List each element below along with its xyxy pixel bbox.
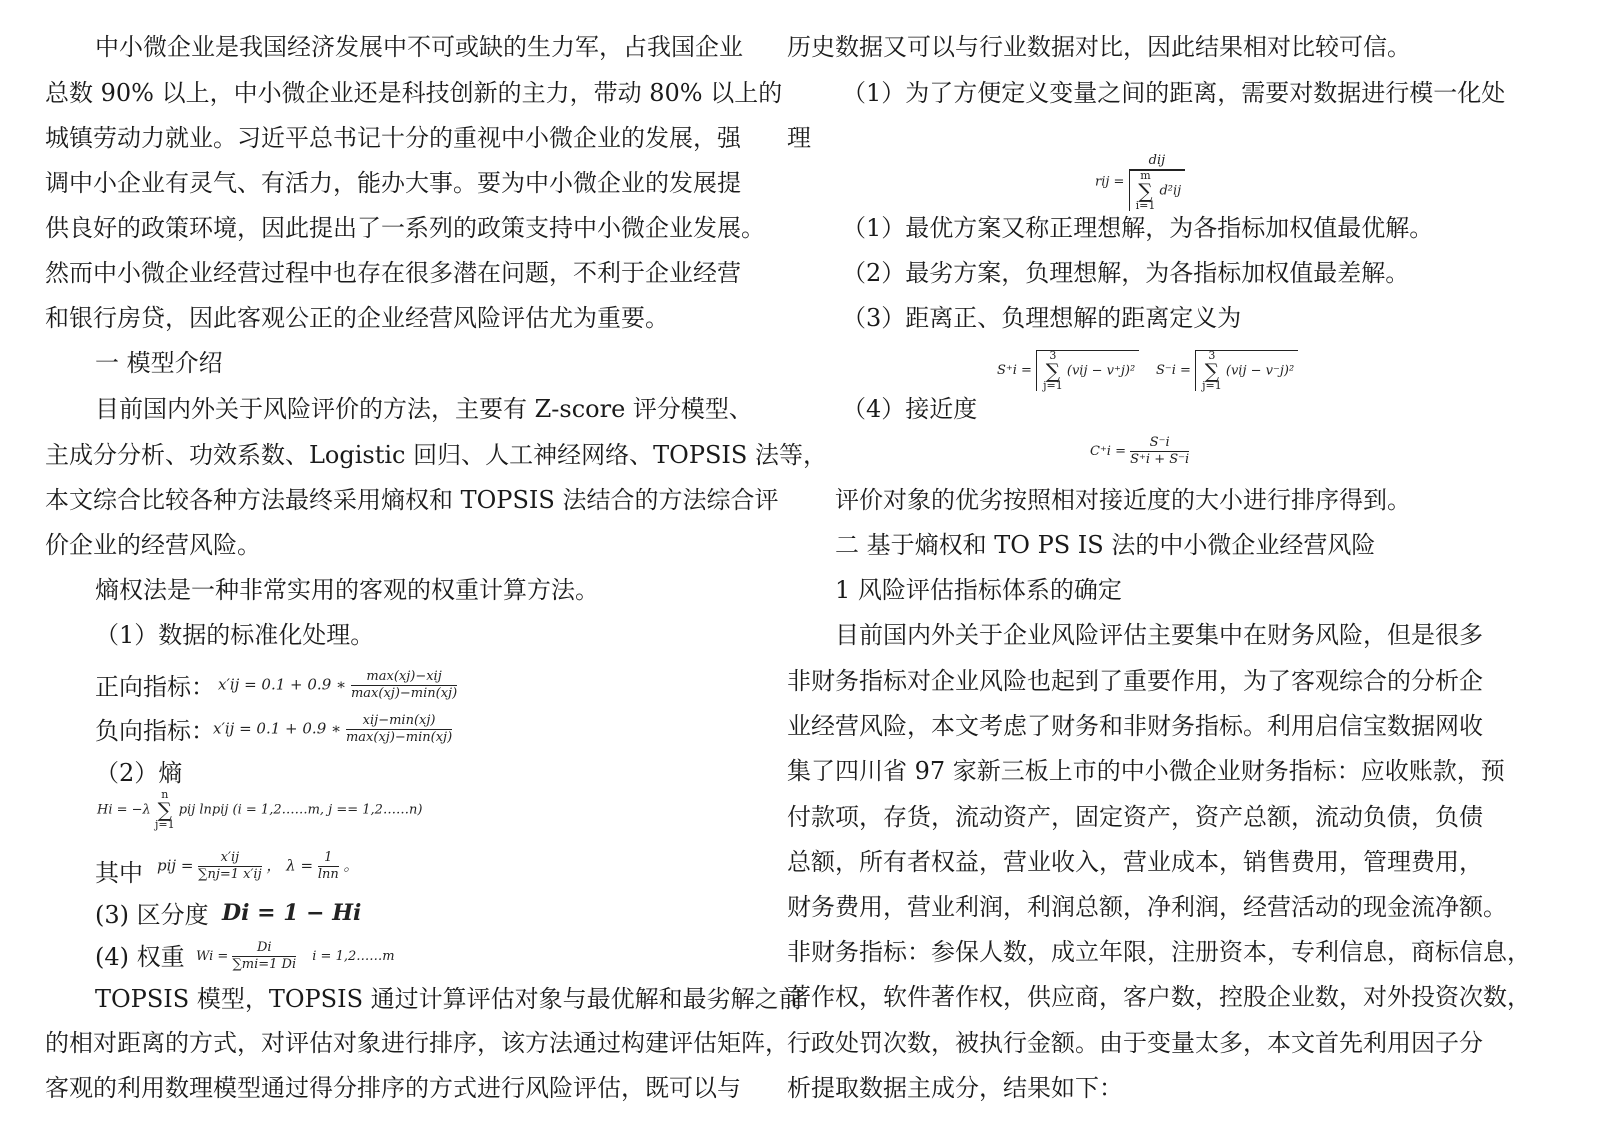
paragraph-line: 理 <box>787 124 811 152</box>
subsection-heading: 1 风险评估指标体系的确定 <box>835 576 1122 604</box>
paragraph-line: 然而中小微企业经营过程中也存在很多潜在问题，不利于企业经营 <box>45 259 741 287</box>
step-label: (3) 区分度 <box>95 901 209 929</box>
paragraph-line: 总额，所有者权益，营业收入，营业成本，销售费用，管理费用， <box>787 848 1483 876</box>
weight-formula: Wi = $\frac{Di}{\sum mi=1 Di}$ i = 1,2……m <box>196 940 395 972</box>
p-lambda-formula: pij = $\frac{x'ij}{\sum nj=1 x'ij}$ ， λ = $\frac{1}{\ln n}$ 。 <box>157 850 359 882</box>
closeness-formula: C⁺i = $\frac{S^-i}{S^+i + S^-i}$ <box>1090 435 1190 467</box>
normalization-formula: rij = dij m ∑ i=1 d²ij <box>1095 153 1185 211</box>
paragraph-line: 付款项，存货，流动资产，固定资产，资产总额，流动负债，负债 <box>787 803 1483 831</box>
section-heading: 一 模型介绍 <box>95 349 223 377</box>
paragraph-line: 评价对象的优劣按照相对接近度的大小进行排序得到。 <box>835 486 1411 514</box>
paragraph-line: 非财务指标：参保人数，成立年限，注册资本，专利信息，商标信息， <box>787 938 1531 966</box>
step-label: （2）熵 <box>95 759 183 787</box>
paragraph-line: 行政处罚次数，被执行金额。由于变量太多，本文首先利用因子分 <box>787 1029 1483 1057</box>
paragraph-line: 著作权，软件著作权，供应商，客户数，控股企业数，对外投资次数， <box>787 983 1531 1011</box>
step-label: （4）接近度 <box>842 395 978 423</box>
paragraph-line: 的相对距离的方式，对评估对象进行排序，该方法通过构建评估矩阵， <box>45 1029 789 1057</box>
positive-distance-formula: S⁺i = 3 ∑ j=1 (vij − v⁺j)² <box>997 350 1139 391</box>
paragraph-line: 客观的利用数理模型通过得分排序的方式进行风险评估，既可以与 <box>45 1074 741 1102</box>
paragraph-line: 历史数据又可以与行业数据对比，因此结果相对比较可信。 <box>787 33 1411 61</box>
paragraph-line: 熵权法是一种非常实用的客观的权重计算方法。 <box>95 576 599 604</box>
paragraph-line: 价企业的经营风险。 <box>45 531 261 559</box>
paragraph-line: 目前国内外关于风险评价的方法，主要有 Z-score 评分模型、 <box>95 395 753 423</box>
negative-indicator-label: 负向指标： <box>95 717 215 745</box>
step-label: （2）最劣方案，负理想解，为各指标加权值最差解。 <box>842 259 1410 287</box>
negative-indicator-formula: x′ij = 0.1 + 0.9 ∗ $\frac{\text{xij−min(xj)}}{\max(xj)-\min(xj)}$ <box>213 713 453 745</box>
paragraph-line: 业经营风险，本文考虑了财务和非财务指标。利用启信宝数据网收 <box>787 712 1483 740</box>
paragraph-line: 调中小企业有灵气、有活力，能办大事。要为中小微企业的发展提 <box>45 169 741 197</box>
paragraph-line: 城镇劳动力就业。习近平总书记十分的重视中小微企业的发展，强 <box>45 124 741 152</box>
paragraph-line: 本文综合比较各种方法最终采用熵权和 TOPSIS 法结合的方法综合评 <box>45 486 779 514</box>
paragraph-line: 非财务指标对企业风险也起到了重要作用，为了客观综合的分析企 <box>787 667 1483 695</box>
section-heading: 二 基于熵权和 TO PS IS 法的中小微企业经营风险 <box>835 531 1376 559</box>
where-label: 其中 <box>95 859 143 887</box>
discrimination-formula: Di = 1 − Hi <box>222 900 362 926</box>
step-label: （1）数据的标准化处理。 <box>95 621 375 649</box>
paragraph-line: 供良好的政策环境，因此提出了一系列的政策支持中小微企业发展。 <box>45 214 765 242</box>
step-label: （1）最优方案又称正理想解，为各指标加权值最优解。 <box>842 214 1434 242</box>
paragraph-line: 总数 90% 以上，中小微企业还是科技创新的主力，带动 80% 以上的 <box>45 79 783 107</box>
paragraph-line: 财务费用，营业利润，利润总额，净利润，经营活动的现金流净额。 <box>787 893 1507 921</box>
paragraph-line: 目前国内外关于企业风险评估主要集中在财务风险，但是很多 <box>835 621 1483 649</box>
paragraph-line: 析提取数据主成分，结果如下： <box>787 1074 1123 1102</box>
paragraph-line: 主成分分析、功效系数、Logistic 回归、人工神经网络、TOPSIS 法等， <box>45 441 827 469</box>
step-label: （1）为了方便定义变量之间的距离，需要对数据进行模一化处 <box>842 79 1506 107</box>
positive-indicator-label: 正向指标： <box>95 673 215 701</box>
paragraph-line: 中小微企业是我国经济发展中不可或缺的生力军，占我国企业 <box>95 33 743 61</box>
negative-distance-formula: S⁻i = 3 ∑ j=1 (vij − v⁻j)² <box>1156 350 1298 391</box>
step-label: (4) 权重 <box>95 943 185 971</box>
positive-indicator-formula: x′ij = 0.1 + 0.9 ∗ $\frac{\text{max(xj)−xij}}{\max(xj)-\min(xj)}$ <box>218 669 458 701</box>
paragraph-line: 和银行房贷，因此客观公正的企业经营风险评估尤为重要。 <box>45 304 669 332</box>
paragraph-line: 集了四川省 97 家新三板上市的中小微企业财务指标：应收账款，预 <box>787 757 1505 785</box>
paragraph-line: TOPSIS 模型，TOPSIS 通过计算评估对象与最优解和最劣解之前 <box>95 985 803 1013</box>
entropy-formula: Hi = −λ n ∑ j=1 pij lnpij (i = 1,2……m, j == 1,2……n) <box>97 788 423 831</box>
step-label: （3）距离正、负理想解的距离定义为 <box>842 304 1242 332</box>
